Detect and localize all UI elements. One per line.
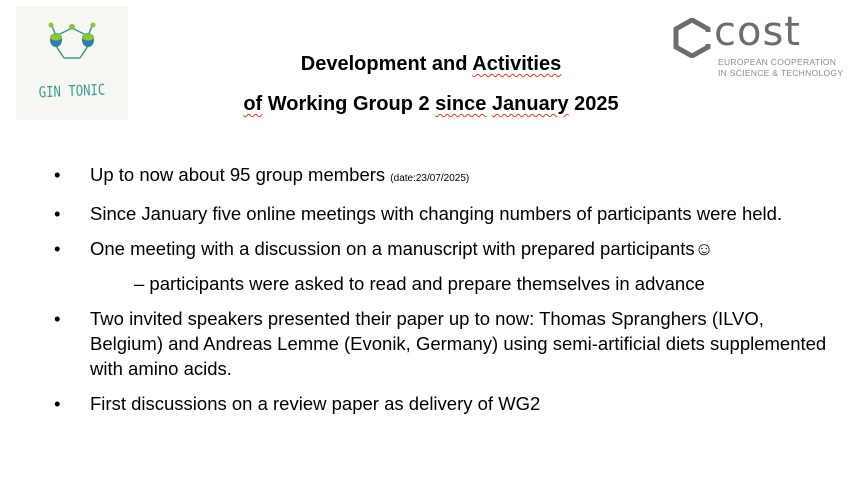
bullet-text: Two invited speakers presented their paper up to now: Thomas Spranghers (ILVO, Belgium) and Andreas Lemme (Evonik, Germany) using semi-artificial diets supplemented with amino acids.: [90, 308, 827, 379]
sub-bullet-text: – participants were asked to read and prepare themselves in advance: [134, 273, 705, 294]
bullet-item: [54, 306, 834, 381]
bullet-text: One meeting with a discussion on a manuscript with prepared participants☺: [90, 238, 714, 259]
bullet-date-note: (date:23/07/2025): [390, 173, 470, 184]
bullet-item: [54, 236, 834, 261]
bullet-marker: •: [54, 393, 61, 414]
gin-tonic-logo-text: GIN TONIC: [38, 80, 106, 102]
bullet-list: [54, 162, 834, 426]
sub-bullet-item: [54, 271, 834, 296]
bullet-text: Up to now about 95 group members: [90, 164, 391, 185]
cost-logo-subtitle-2: IN SCIENCE & TECHNOLOGY: [718, 68, 844, 78]
cost-logo-subtitle-1: EUROPEAN COOPERATION: [718, 57, 837, 67]
title-line-2-january: January: [491, 93, 569, 115]
title-line-1-prefix: Development and: [300, 53, 473, 75]
bullet-item: [54, 162, 834, 191]
bullet-marker: •: [54, 203, 61, 224]
bullet-marker: •: [54, 164, 61, 185]
bullet-item: [54, 391, 834, 416]
title-line-2-year: 2025: [568, 93, 619, 115]
title-line-2-of: of: [243, 93, 263, 115]
bullet-text: First discussions on a review paper as delivery of WG2: [90, 393, 541, 414]
title-line-1-activities: Activities: [472, 53, 562, 75]
slide-title-line-1: [0, 52, 862, 76]
bullet-marker: •: [54, 238, 61, 259]
cost-logo-word: cost: [714, 9, 801, 55]
slide-title-line-2: [0, 92, 862, 116]
bullet-text: Since January five online meetings with changing numbers of participants were held.: [90, 203, 783, 224]
title-line-2-since: since: [435, 93, 487, 115]
bullet-item: [54, 201, 834, 226]
bullet-marker: •: [54, 308, 61, 329]
title-line-2-mid: Working Group 2: [262, 93, 436, 115]
